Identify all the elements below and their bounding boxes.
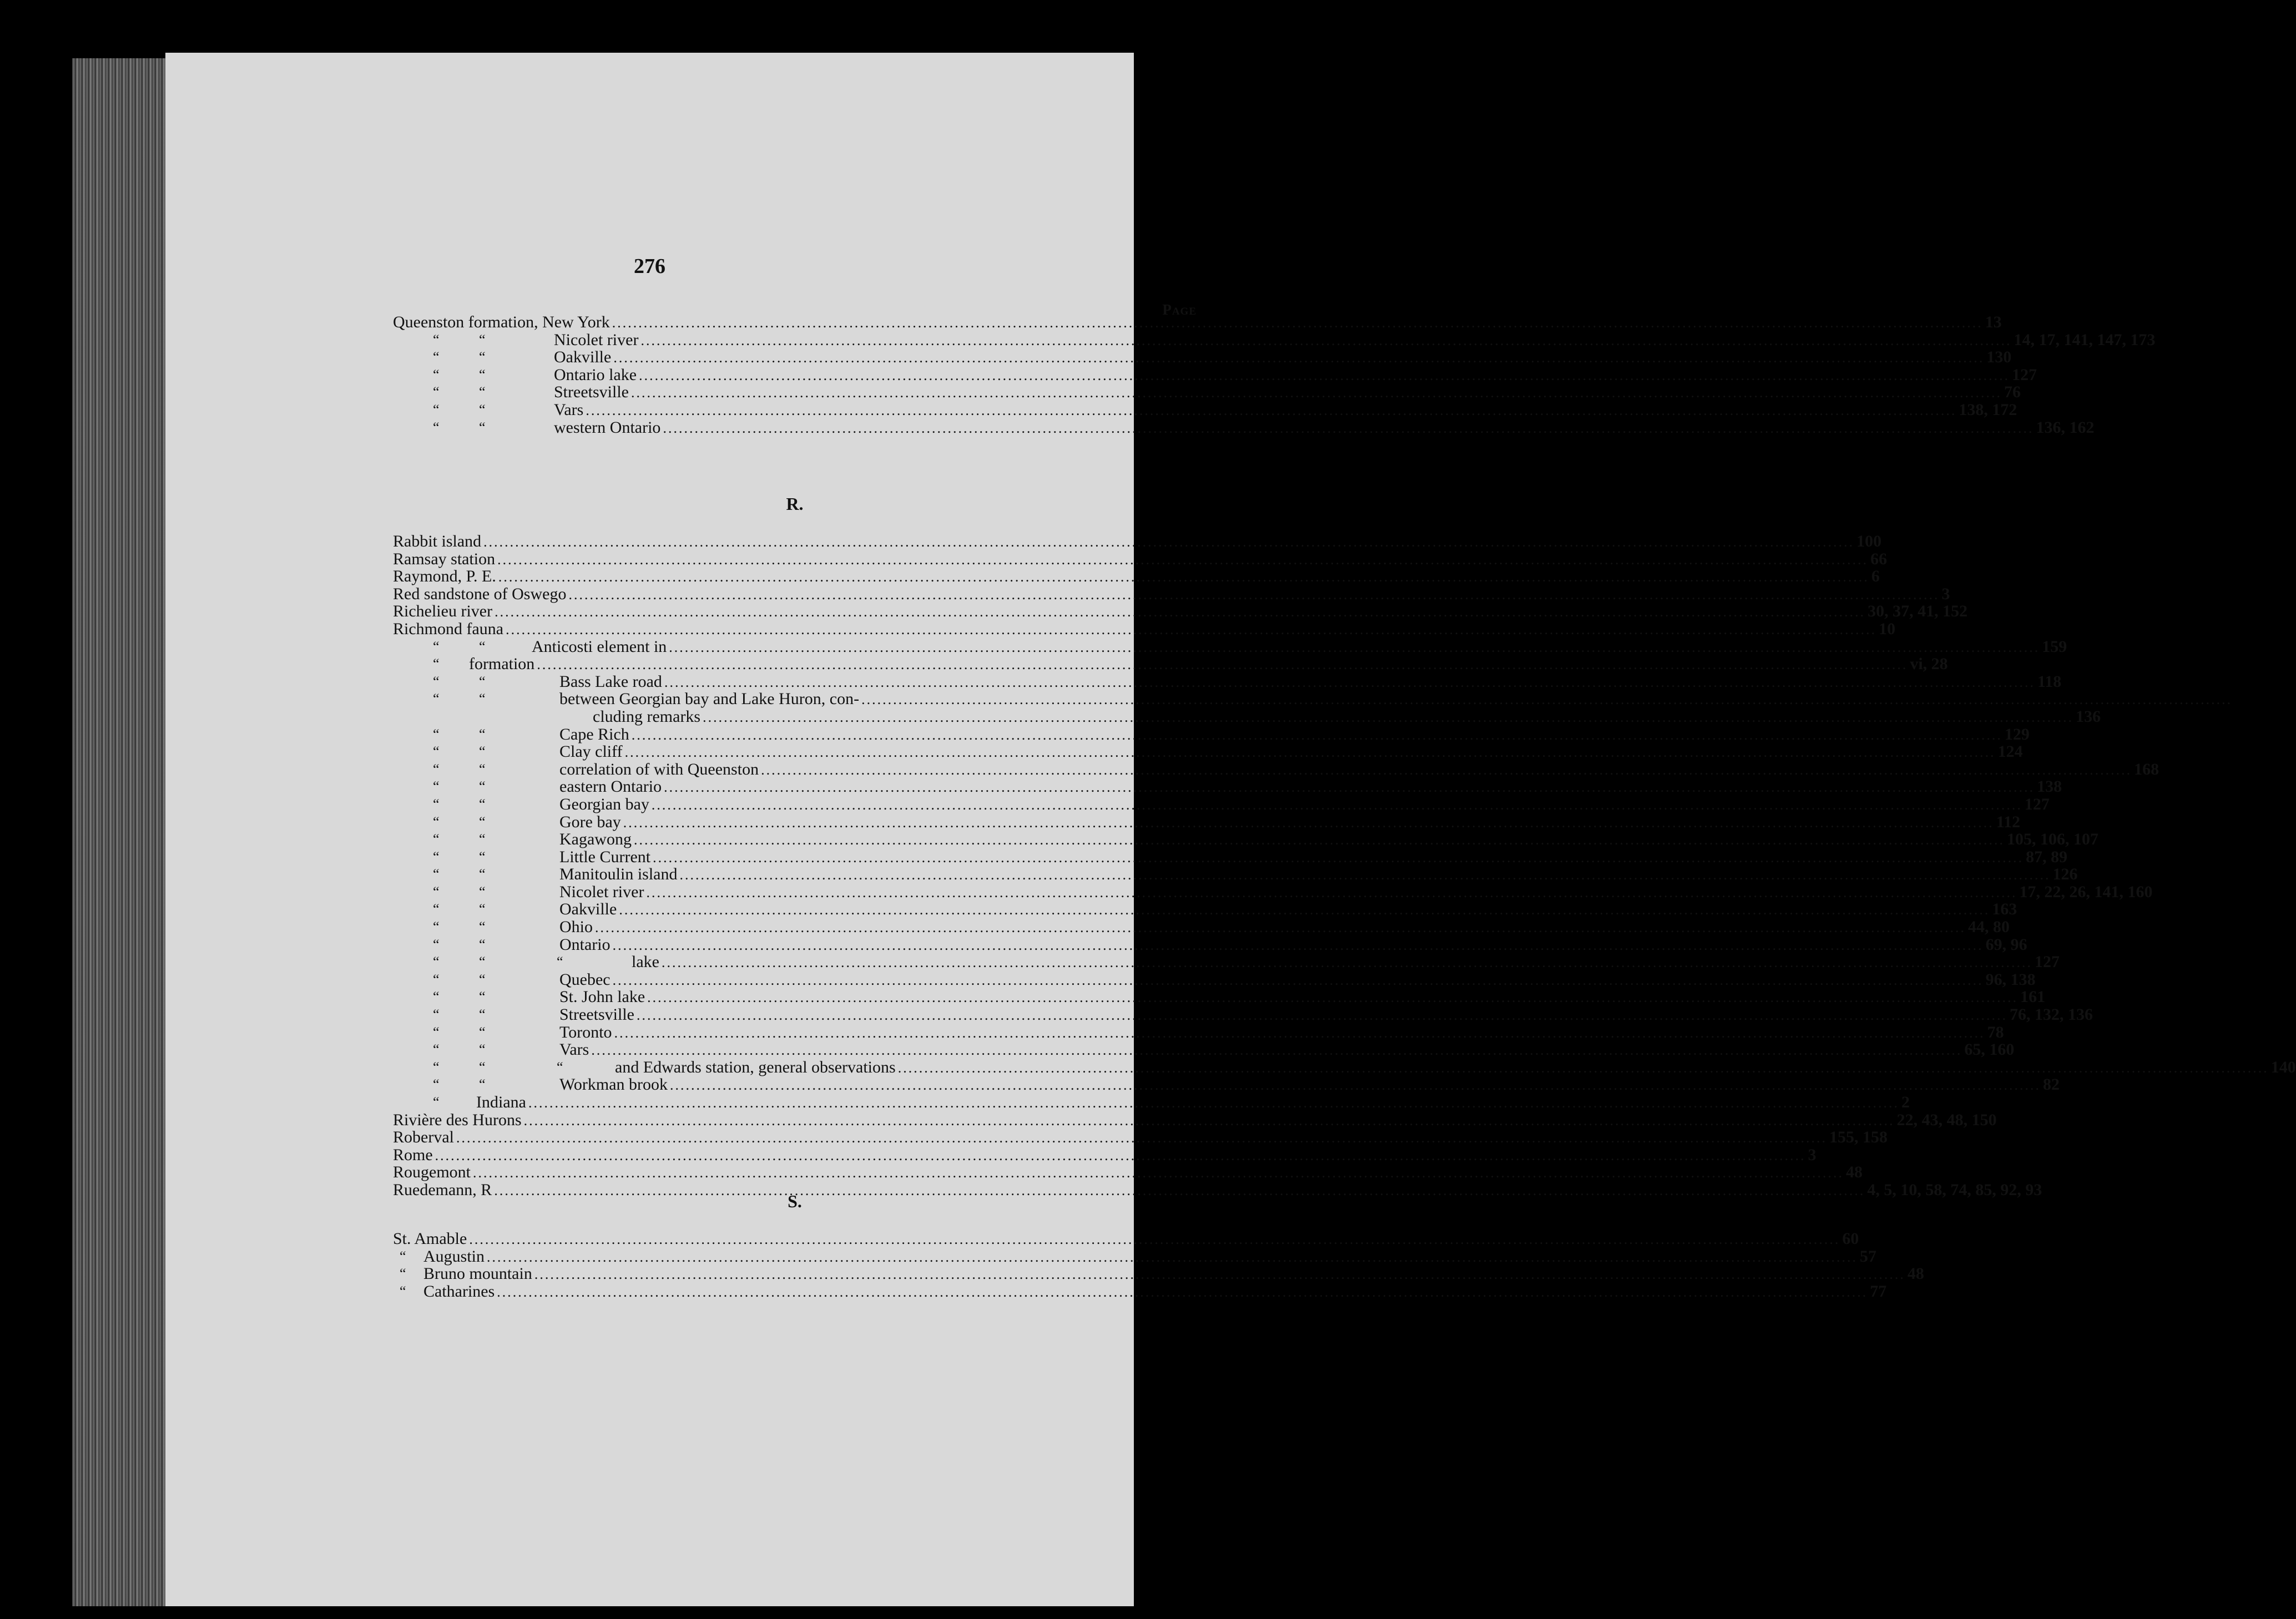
index-entry: [393, 970, 2036, 989]
entry-pages: 44, 80: [1968, 918, 2010, 937]
dot-leader: [898, 1059, 2269, 1077]
entry-pages: 168: [2134, 760, 2159, 778]
index-entry: [393, 1058, 2296, 1076]
ditto-mark: “: [479, 401, 486, 418]
ditto-mark: “: [433, 883, 440, 900]
entry-pages: 78: [1987, 1023, 2004, 1041]
index-entry: [393, 1163, 1863, 1182]
dot-leader: [861, 691, 2232, 709]
index-entry: [393, 348, 2012, 367]
entry-term: Oakville: [554, 348, 612, 367]
entry-pages: 14, 17, 141, 147, 173: [2014, 330, 2156, 349]
dot-leader: [591, 1041, 1962, 1059]
index-entry: [393, 1247, 1877, 1266]
index-entry: [393, 760, 2159, 778]
index-entry: [393, 918, 2010, 937]
index-entry: [393, 619, 1896, 638]
ditto-mark: “: [479, 778, 486, 795]
entry-pages: 87, 89: [2026, 847, 2068, 866]
entry-pages: 96, 138: [1985, 970, 2036, 989]
entry-term: Rabbit island: [393, 532, 482, 550]
ditto-mark: “: [479, 419, 486, 436]
ditto-mark: “: [479, 1076, 486, 1093]
entry-pages: 130: [1986, 348, 2012, 367]
index-entry: [393, 742, 2023, 761]
book-binding: [72, 58, 166, 1606]
entry-term: Cape Rich: [559, 725, 629, 743]
ditto-mark: “: [479, 384, 486, 401]
dot-leader: [483, 533, 1854, 551]
index-section-s: [393, 1191, 1924, 1301]
page-column-label: Page: [1162, 301, 1197, 318]
index-entry: [393, 400, 2017, 419]
ditto-mark: “: [433, 1006, 440, 1023]
ditto-mark: “: [479, 971, 486, 988]
entry-pages: 105, 106, 107: [2006, 830, 2098, 849]
ditto-mark: “: [479, 866, 486, 883]
entry-pages: 77: [1870, 1282, 1887, 1301]
dot-leader: [670, 1076, 2041, 1094]
entry-term: Ohio: [559, 918, 593, 937]
dot-leader: [647, 989, 2018, 1006]
entry-term: cluding remarks: [593, 707, 701, 726]
entry-pages: 127: [2012, 365, 2037, 384]
entry-pages: 138: [2037, 777, 2062, 796]
ditto-mark: “: [479, 1006, 486, 1023]
dot-leader: [612, 314, 1983, 332]
entry-term: Queenston formation, New York: [393, 313, 610, 331]
index-entry: [393, 953, 2060, 972]
ditto-mark: “: [479, 366, 486, 383]
entry-term: Ontario lake: [554, 365, 637, 384]
dot-leader: [435, 1147, 1806, 1165]
dot-leader: [634, 831, 2005, 849]
index-entry: [393, 1023, 2004, 1041]
index-entry: [393, 830, 2098, 849]
dot-leader: [663, 419, 2033, 437]
ditto-mark: “: [400, 1283, 406, 1299]
page-number: 276: [634, 255, 665, 278]
entry-pages: 60: [1842, 1230, 1859, 1248]
dot-leader: [653, 849, 2023, 867]
index-entry: [393, 988, 2046, 1006]
index-entry: [393, 1093, 1910, 1111]
ditto-mark: “: [433, 796, 440, 812]
index-entry: [393, 812, 2021, 831]
dot-leader: [524, 1112, 1895, 1130]
index-entry: [393, 567, 1880, 586]
dot-leader: [469, 1231, 1840, 1248]
ditto-mark: “: [433, 971, 440, 988]
dot-leader: [623, 814, 1994, 832]
entry-pages: 2: [1901, 1093, 1910, 1111]
ditto-mark: “: [479, 954, 486, 970]
ditto-mark: “: [433, 673, 440, 690]
section-heading-s: S.: [788, 1191, 802, 1211]
ditto-mark: “: [433, 726, 440, 742]
ditto-mark: “: [479, 743, 486, 760]
entry-term: Red sandstone of Oswego: [393, 584, 567, 603]
entry-pages: 82: [2043, 1075, 2060, 1094]
entry-term: Roberval: [393, 1128, 454, 1147]
entry-pages: 159: [2042, 637, 2067, 656]
dot-leader: [613, 972, 1984, 989]
ditto-mark: “: [479, 349, 486, 366]
dot-leader: [652, 796, 2022, 814]
entry-term: lake: [632, 953, 659, 972]
entry-term: Raymond, P. E.: [393, 567, 496, 586]
dot-leader: [497, 1283, 1868, 1301]
ditto-mark: “: [433, 638, 440, 655]
ditto-mark: “: [433, 1076, 440, 1093]
index-entry: [393, 1040, 2015, 1059]
ditto-mark: “: [479, 883, 486, 900]
entry-pages: 3: [1808, 1145, 1816, 1164]
index-entry: [393, 882, 2153, 901]
entry-term: Bruno mountain: [423, 1264, 532, 1283]
entry-pages: 76, 132, 136: [2009, 1005, 2093, 1024]
entry-term: Vars: [554, 400, 584, 419]
entry-pages: 118: [2037, 672, 2062, 691]
entry-term: Ramsay station: [393, 549, 496, 568]
entry-term: Ruedemann, R: [393, 1180, 492, 1199]
ditto-mark: “: [433, 919, 440, 935]
entry-pages: 48: [1846, 1163, 1863, 1182]
ditto-mark: “: [479, 1024, 486, 1040]
entry-pages: vi, 28: [1910, 655, 1948, 674]
ditto-mark: “: [479, 673, 486, 690]
entry-term: Rome: [393, 1145, 433, 1164]
ditto-mark: “: [433, 349, 440, 366]
index-section-queenston: [393, 313, 2156, 437]
ditto-mark: “: [479, 638, 486, 655]
ditto-mark: “: [479, 831, 486, 848]
entry-term: Quebec: [559, 970, 610, 989]
entry-term: Manitoulin island: [559, 865, 678, 884]
index-entry: [393, 1075, 2060, 1094]
dot-leader: [639, 367, 2010, 384]
entry-term: Indiana: [476, 1093, 526, 1111]
ditto-mark: “: [433, 813, 440, 830]
index-entry: [393, 865, 2078, 884]
entry-pages: 155, 158: [1829, 1128, 1888, 1147]
ditto-mark: “: [433, 989, 440, 1005]
ditto-mark: “: [400, 1266, 406, 1282]
ditto-mark: “: [433, 1041, 440, 1058]
entry-term: Clay cliff: [559, 742, 623, 761]
ditto-mark: “: [479, 761, 486, 777]
ditto-mark: “: [479, 901, 486, 918]
entry-pages: 161: [2020, 988, 2046, 1006]
entry-pages: 13: [1985, 313, 2002, 331]
index-entry: [393, 707, 2101, 726]
entry-term: Workman brook: [559, 1075, 668, 1094]
entry-pages: 140: [2270, 1058, 2296, 1076]
entry-pages: 48: [1907, 1264, 1924, 1283]
ditto-mark: “: [433, 778, 440, 795]
dot-leader: [537, 656, 1908, 674]
index-entry: [393, 1005, 2093, 1024]
ditto-mark: “: [400, 1248, 406, 1264]
ditto-mark: “: [479, 691, 486, 707]
section-heading-r: R.: [786, 494, 804, 514]
entry-term: St. John lake: [559, 988, 645, 1006]
entry-pages: 6: [1871, 567, 1880, 586]
dot-leader: [613, 349, 1984, 367]
index-entry: [393, 584, 1950, 603]
index-entry: [393, 365, 2037, 384]
entry-term: Catharines: [423, 1282, 495, 1301]
entry-term: Rivière des Hurons: [393, 1110, 522, 1129]
ditto-mark: “: [433, 1024, 440, 1040]
index-entry: [393, 330, 2156, 349]
entry-term: Streetsville: [554, 383, 629, 402]
index-entry: [393, 935, 2027, 954]
entry-term: Toronto: [559, 1023, 612, 1041]
entry-pages: 126: [2052, 865, 2078, 884]
entry-term: between Georgian bay and Lake Huron, con-: [559, 690, 860, 709]
ditto-mark: “: [433, 691, 440, 707]
dot-leader: [669, 639, 2040, 656]
entry-term: Oakville: [559, 900, 617, 919]
ditto-mark: “: [433, 866, 440, 883]
ditto-mark: “: [433, 384, 440, 401]
dot-leader: [506, 621, 1876, 639]
entry-pages: 10: [1879, 619, 1896, 638]
entry-pages: 127: [2034, 953, 2060, 972]
dot-leader: [595, 919, 1966, 937]
entry-pages: 163: [1992, 900, 2017, 919]
index-entry: [393, 602, 1968, 621]
dot-leader: [473, 1164, 1844, 1182]
dot-leader: [646, 884, 2017, 902]
index-entry: [393, 383, 2021, 402]
entry-term: Augustin: [423, 1247, 485, 1266]
dot-leader: [664, 778, 2035, 796]
index-entry: [393, 1128, 1888, 1147]
entry-term: Kagawong: [559, 830, 632, 849]
entry-pages: 22, 43, 48, 150: [1896, 1110, 1997, 1129]
dot-leader: [528, 1094, 1899, 1112]
entry-term: Georgian bay: [559, 795, 649, 813]
entry-term: Richmond fauna: [393, 619, 504, 638]
index-entry: [393, 1110, 1997, 1129]
entry-term: formation: [469, 655, 535, 674]
entry-term: Nicolet river: [554, 330, 639, 349]
index-entry: [393, 532, 1882, 550]
index-entry: [393, 900, 2017, 919]
dot-leader: [761, 761, 2132, 779]
entry-term: correlation of with Queenston: [559, 760, 759, 778]
entry-term: Bass Lake road: [559, 672, 662, 691]
dot-leader: [456, 1129, 1827, 1147]
index-entry: [393, 847, 2068, 866]
index-entry: [393, 777, 2062, 796]
book-page: [165, 53, 2296, 1606]
index-entry: [393, 690, 1197, 708]
entry-term: Ontario: [559, 935, 610, 954]
ditto-mark: “: [433, 331, 440, 348]
dot-leader: [568, 586, 1939, 604]
entry-pages: 17, 22, 26, 141, 160: [2019, 882, 2153, 901]
ditto-mark: “: [479, 1059, 486, 1075]
entry-pages: 129: [2004, 725, 2030, 743]
index-entry: [393, 725, 2030, 743]
entry-pages: 3: [1941, 584, 1950, 603]
ditto-mark: “: [433, 1059, 440, 1075]
dot-leader: [637, 1006, 2007, 1024]
dot-leader: [625, 743, 1996, 761]
entry-term: Gore bay: [559, 812, 621, 831]
entry-term: Rougemont: [393, 1163, 471, 1182]
ditto-mark: “: [433, 1094, 440, 1110]
ditto-mark: “: [433, 848, 440, 865]
ditto-mark: “: [433, 419, 440, 436]
ditto-mark: “: [479, 989, 486, 1005]
index-entry: [393, 1230, 1859, 1248]
ditto-mark: “: [479, 813, 486, 830]
index-entry: [393, 1282, 1887, 1301]
entry-pages: 136: [2076, 707, 2101, 726]
dot-leader: [498, 568, 1869, 586]
dot-leader: [487, 1248, 1858, 1266]
ditto-mark: “: [479, 936, 486, 953]
dot-leader: [613, 937, 1984, 954]
entry-pages: 76: [2004, 383, 2021, 402]
entry-pages: 69, 96: [1985, 935, 2027, 954]
entry-term: Anticosti element in: [532, 637, 667, 656]
ditto-mark: “: [479, 726, 486, 742]
entry-pages: 66: [1870, 549, 1888, 568]
dot-leader: [632, 726, 2002, 744]
entry-pages: 57: [1860, 1247, 1877, 1266]
dot-leader: [664, 674, 2035, 691]
dot-leader: [614, 1024, 1985, 1042]
dot-leader: [586, 402, 1956, 419]
index-entry: [393, 672, 2062, 691]
entry-term: western Ontario: [554, 418, 661, 437]
ditto-mark: “: [433, 366, 440, 383]
index-section-r: [393, 494, 2296, 1199]
entry-pages: 112: [1996, 812, 2021, 831]
dot-leader: [703, 709, 2073, 726]
entry-term: Streetsville: [559, 1005, 634, 1024]
ditto-mark: “: [557, 954, 563, 970]
entry-term: and Edwards station, general observations: [615, 1058, 896, 1076]
entry-term: Richelieu river: [393, 602, 493, 621]
index-entry: [393, 637, 2067, 656]
entry-term: Vars: [559, 1040, 589, 1059]
dot-leader: [494, 603, 1865, 621]
ditto-mark: “: [433, 743, 440, 760]
entry-term: Nicolet river: [559, 882, 644, 901]
entry-term: eastern Ontario: [559, 777, 662, 796]
entry-pages: 65, 160: [1964, 1040, 2015, 1059]
dot-leader: [619, 901, 1990, 919]
index-entry: [393, 1264, 1924, 1283]
entry-pages: 127: [2024, 795, 2050, 813]
entry-pages: 136, 162: [2036, 418, 2095, 437]
entry-pages: 138, 172: [1959, 400, 2017, 419]
index-entry: [393, 549, 1888, 568]
index-entry: [393, 655, 1948, 674]
dot-leader: [640, 332, 2011, 350]
entry-term: St. Amable: [393, 1230, 467, 1248]
ditto-mark: “: [479, 848, 486, 865]
ditto-mark: “: [433, 401, 440, 418]
ditto-mark: “: [479, 1041, 486, 1058]
dot-leader: [680, 866, 2051, 884]
index-entry: [393, 1145, 1816, 1164]
entry-term: Little Current: [559, 847, 651, 866]
entry-pages: 100: [1856, 532, 1882, 550]
index-entry: [393, 313, 2002, 331]
ditto-mark: “: [557, 1059, 563, 1075]
ditto-mark: “: [479, 919, 486, 935]
dot-leader: [534, 1266, 1905, 1283]
ditto-mark: “: [433, 761, 440, 777]
ditto-mark: “: [433, 831, 440, 848]
dot-leader: [631, 384, 2002, 402]
ditto-mark: “: [479, 796, 486, 812]
entry-pages: 30, 37, 41, 152: [1868, 602, 1968, 621]
dot-leader: [662, 954, 2032, 972]
ditto-mark: “: [433, 901, 440, 918]
entry-pages: 4, 5, 10, 58, 74, 85, 92, 93: [1867, 1180, 2042, 1199]
index-entry: [393, 795, 2050, 813]
index-entry: [393, 418, 2095, 437]
ditto-mark: “: [433, 656, 440, 672]
dot-leader: [497, 551, 1868, 569]
ditto-mark: “: [433, 954, 440, 970]
ditto-mark: “: [433, 936, 440, 953]
entry-pages: 124: [1997, 742, 2023, 761]
ditto-mark: “: [479, 331, 486, 348]
